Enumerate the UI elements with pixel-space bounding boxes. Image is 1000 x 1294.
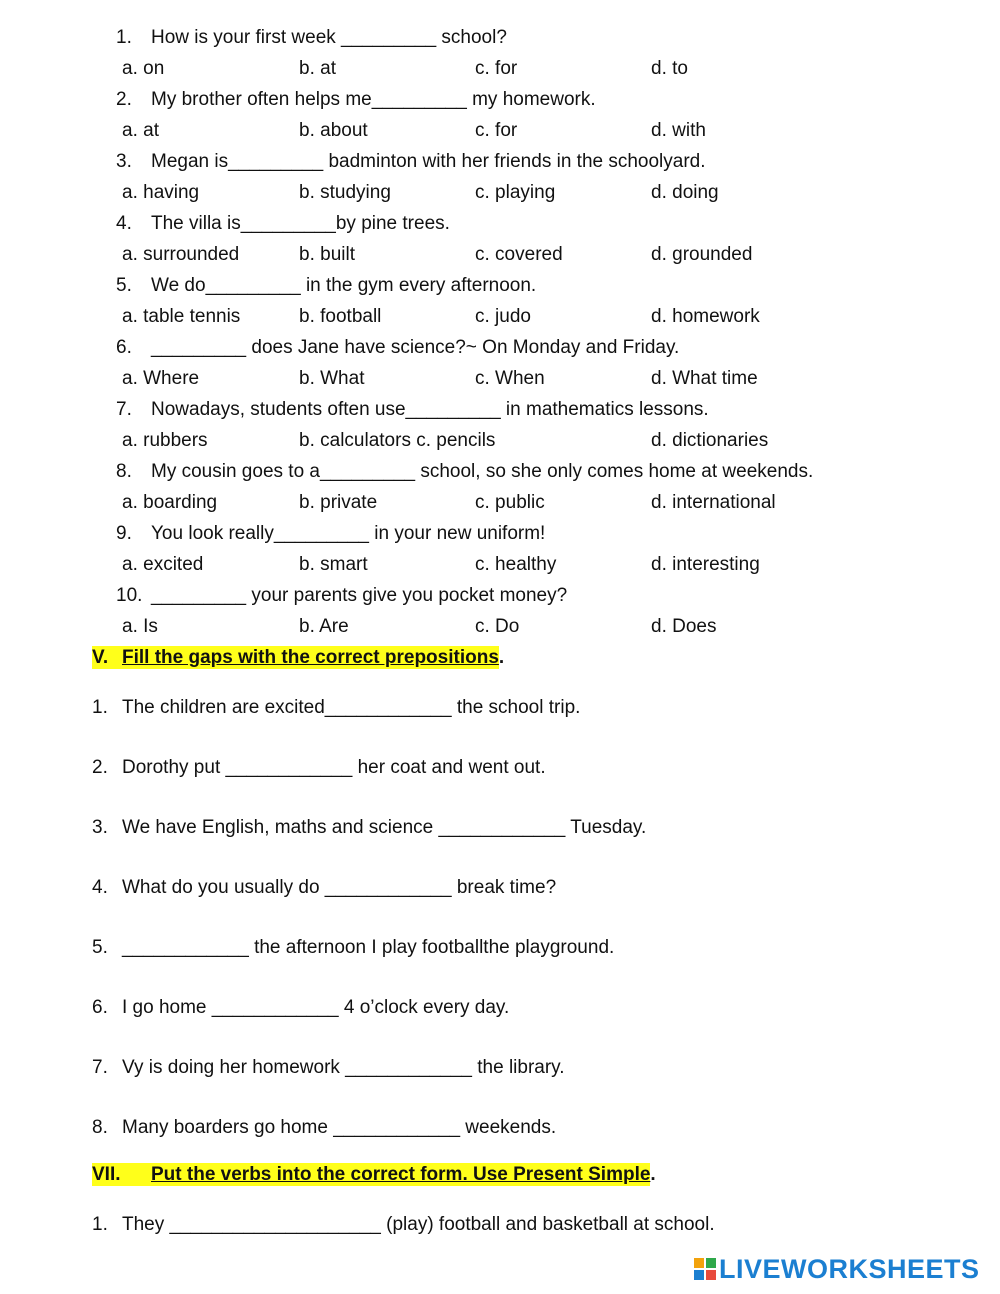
item-number: 1. — [92, 697, 108, 718]
option-b: b. Are — [299, 616, 349, 637]
question-7 — [116, 399, 709, 421]
option-d: d. to — [651, 58, 688, 79]
gap-item-6 — [92, 997, 509, 1019]
item-number: 1. — [92, 1214, 108, 1235]
question-9 — [116, 523, 545, 545]
gap-item-3 — [92, 817, 646, 839]
section-5-numeral: V. — [92, 647, 109, 668]
option-c: c. When — [475, 368, 545, 389]
item-text: They ____________________ (play) football and basketball at school. — [122, 1214, 715, 1235]
item-number: 2. — [92, 757, 108, 778]
option-a: a. surrounded — [122, 244, 240, 265]
item-number: 4. — [92, 877, 108, 898]
question-text: My cousin goes to a_________ school, so she only comes home at weekends. — [151, 461, 814, 482]
section-5-title: Fill the gaps with the correct prepositions — [122, 647, 499, 668]
question-text: How is your first week _________ school? — [151, 27, 507, 48]
option-c: c. public — [475, 492, 545, 513]
option-d: d. Does — [651, 616, 717, 637]
section-7-period: . — [650, 1164, 656, 1185]
item-text: Vy is doing her homework ____________ the library. — [122, 1057, 565, 1078]
section-5-period: . — [498, 647, 505, 668]
section-7-title: Put the verbs into the correct form. Use Present Simple — [151, 1164, 651, 1185]
gap-item-8 — [92, 1117, 556, 1139]
option-d: d. doing — [651, 182, 719, 203]
question-text: You look really_________ in your new uniform! — [151, 523, 546, 544]
option-d: d. homework — [651, 306, 760, 327]
question-2 — [116, 89, 596, 111]
item-text: Dorothy put ____________ her coat and went out. — [122, 757, 546, 778]
question-number: 7. — [116, 399, 132, 420]
option-d: d. dictionaries — [651, 430, 769, 451]
question-number: 2. — [116, 89, 132, 110]
gap-item-7 — [92, 1057, 565, 1079]
option-a: a. excited — [122, 554, 204, 575]
question-text: _________ your parents give you pocket money? — [151, 585, 568, 606]
question-number: 1. — [116, 27, 132, 48]
option-b: b. about — [299, 120, 368, 141]
option-c: c. playing — [475, 182, 556, 203]
item-text: I go home ____________ 4 o’clock every day. — [122, 997, 510, 1018]
liveworksheets-logo — [694, 1255, 980, 1283]
logo-text: LIVEWORKSHEETS — [719, 1253, 980, 1284]
question-number: 5. — [116, 275, 132, 296]
option-a: a. rubbers — [122, 430, 208, 451]
question-number: 3. — [116, 151, 132, 172]
option-b: b. calculators c. pencils — [299, 430, 496, 451]
question-6 — [116, 337, 679, 359]
question-text: Megan is_________ badminton with her friends in the schoolyard. — [151, 151, 706, 172]
option-a: a. at — [122, 120, 159, 141]
question-text: The villa is_________by pine trees. — [151, 213, 450, 234]
question-number: 4. — [116, 213, 132, 234]
option-a: a. having — [122, 182, 200, 203]
question-number: 6. — [116, 337, 132, 358]
option-b: b. at — [299, 58, 336, 79]
option-b: b. built — [299, 244, 355, 265]
question-text: My brother often helps me_________ my homework. — [151, 89, 596, 110]
question-3 — [116, 151, 706, 173]
item-number: 7. — [92, 1057, 108, 1078]
question-8 — [116, 461, 813, 483]
section-5-heading — [92, 647, 504, 669]
question-4 — [116, 213, 450, 235]
option-a: a. boarding — [122, 492, 218, 513]
option-c: c. covered — [475, 244, 563, 265]
option-d: d. interesting — [651, 554, 760, 575]
option-a: a. Is — [122, 616, 158, 637]
item-number: 3. — [92, 817, 108, 838]
option-c: c. judo — [475, 306, 531, 327]
option-c: c. Do — [475, 616, 520, 637]
question-text: Nowadays, students often use_________ in mathematics lessons. — [151, 399, 709, 420]
option-c: c. for — [475, 120, 518, 141]
option-d: d. What time — [651, 368, 758, 389]
item-number: 8. — [92, 1117, 108, 1138]
option-a: a. on — [122, 58, 165, 79]
option-c: c. for — [475, 58, 518, 79]
question-number: 10. — [116, 585, 143, 606]
question-number: 9. — [116, 523, 132, 544]
option-b: b. football — [299, 306, 382, 327]
gap-item-1 — [92, 697, 580, 719]
item-text: The children are excited____________ the school trip. — [122, 697, 581, 718]
question-text: We do_________ in the gym every afternoon. — [151, 275, 537, 296]
item-number: 6. — [92, 997, 108, 1018]
section-7-numeral: VII. — [92, 1164, 121, 1185]
item-text: What do you usually do ____________ break time? — [122, 877, 557, 898]
section-7-highlight — [92, 1163, 650, 1186]
option-d: d. international — [651, 492, 776, 513]
question-1 — [116, 27, 507, 49]
logo-blocks-icon — [694, 1258, 716, 1280]
question-text: _________ does Jane have science?~ On Monday and Friday. — [151, 337, 680, 358]
option-d: d. grounded — [651, 244, 753, 265]
gap-item-5 — [92, 937, 614, 959]
item-text: ____________ the afternoon I play footballthe playground. — [122, 937, 615, 958]
section-7-heading — [92, 1164, 656, 1186]
verb-item-1 — [92, 1214, 715, 1236]
item-text: Many boarders go home ____________ weekends. — [122, 1117, 557, 1138]
option-c: c. healthy — [475, 554, 557, 575]
option-d: d. with — [651, 120, 706, 141]
gap-item-2 — [92, 757, 546, 779]
option-b: b. private — [299, 492, 378, 513]
option-b: b. What — [299, 368, 365, 389]
question-10 — [116, 585, 567, 607]
item-text: We have English, maths and science ____________ Tuesday. — [122, 817, 647, 838]
option-b: b. studying — [299, 182, 391, 203]
section-5-highlight — [92, 646, 499, 669]
item-number: 5. — [92, 937, 108, 958]
option-a: a. Where — [122, 368, 200, 389]
question-number: 8. — [116, 461, 132, 482]
option-b: b. smart — [299, 554, 368, 575]
question-5 — [116, 275, 536, 297]
option-a: a. table tennis — [122, 306, 241, 327]
gap-item-4 — [92, 877, 556, 899]
